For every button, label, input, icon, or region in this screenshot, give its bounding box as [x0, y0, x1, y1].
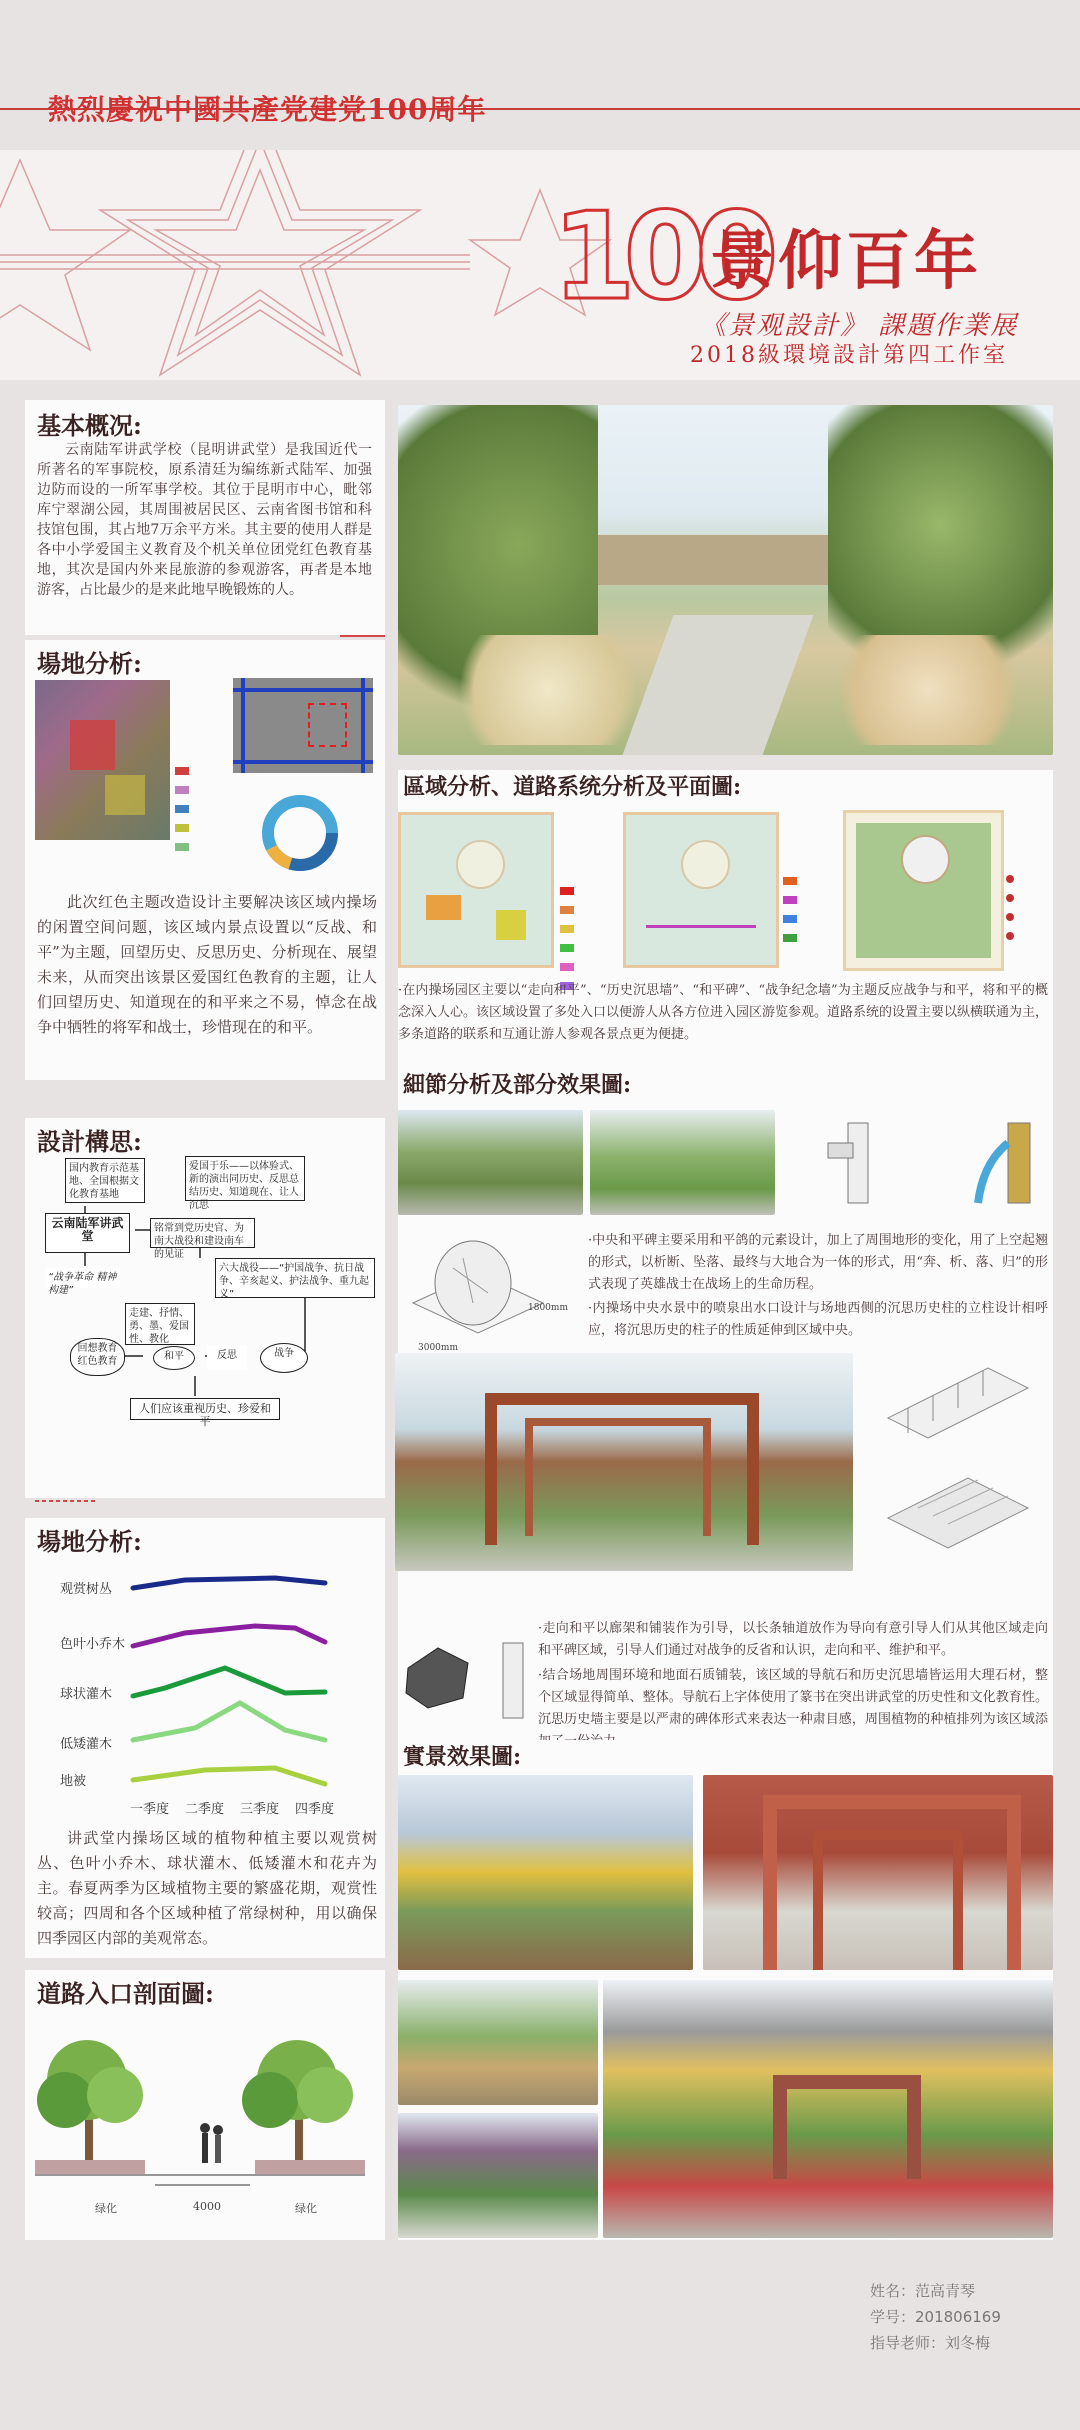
plan-zoning	[398, 812, 554, 968]
site2-panel	[25, 1518, 385, 1958]
footer-name: 姓名：范高青琴	[870, 2282, 976, 2300]
detail-render-1	[398, 1110, 583, 1215]
fountain-model-1	[818, 1113, 898, 1213]
detail-render-2	[590, 1110, 775, 1215]
divider-dashed	[35, 1500, 95, 1502]
section-heading: 道路入口剖面圖:	[37, 1979, 214, 2008]
site-legend	[175, 760, 235, 855]
site1-text: 此次红色主题改造设计主要解决该区域内操场的闲置空间问题，该区域内景点设置以“反战、和平”为主题，回望历史、反思历史、分析现在、展望未来，从而突出该景区爱国红色教育的主题，让人们回望历史、知道现在的和平来之不易，悼念在战争中牺牲的将军和战士，珍惜现在的和平。	[37, 893, 377, 1036]
footer-id: 学号：201806169	[870, 2308, 1001, 2326]
fc-center: 云南陆军讲武堂	[45, 1213, 130, 1253]
subtitle-studio: 2018級環境設計第四工作室	[690, 343, 1008, 368]
section-dim-left: 绿化	[95, 2202, 117, 2215]
footer-teacher: 指导老师：刘冬梅	[870, 2334, 991, 2352]
fc-n3: 铭常到党历史官、为南大战役和建设南车的见证	[150, 1218, 255, 1248]
detail-text-3: ·走向和平以廊架和铺装作为引导，以长条轴道放作为导向有意引导人们从其他区域走向和平碑区域，引导人们通过对战争的反省和认识，走向和平、维护和平。	[538, 1621, 1048, 1658]
effect-heading: 實景效果圖:	[403, 1744, 522, 1770]
corridor-model-2	[878, 1468, 1038, 1558]
effect-panel	[398, 1740, 1053, 2240]
plan-legend-2	[783, 870, 833, 946]
plant-label-0: 观赏树丛	[60, 1582, 113, 1597]
basic-panel	[25, 400, 385, 635]
line-ornamental	[133, 1578, 325, 1588]
quarter-3: 四季度	[295, 1802, 335, 1817]
site-map-aerial	[35, 680, 170, 840]
line-low-shrub	[133, 1703, 325, 1740]
fc-n11: 人们应该重视历史、珍爱和平	[130, 1398, 280, 1420]
zone-panel	[398, 770, 1053, 1070]
hero-render	[398, 405, 1053, 755]
fc-n2: 爱国于乐——以体验式、新的演出同历史、反思总结历史、知道现在、让人沉思	[185, 1156, 305, 1201]
plant-label-3: 低矮灌木	[60, 1737, 113, 1752]
fountain-model-2	[968, 1113, 1048, 1213]
fc-n9: 反思	[207, 1346, 247, 1370]
stone-model	[398, 1638, 478, 1718]
line-ground	[133, 1768, 325, 1784]
basic-heading: 基本概况:	[37, 411, 142, 440]
fc-n6: 走建、抒情、勇、墨、爱国性、教化	[125, 1303, 195, 1345]
site-map-roads	[233, 678, 373, 773]
monument-model	[403, 1223, 553, 1343]
zone-heading: 區域分析、道路系统分析及平面圖:	[403, 774, 742, 800]
effect-render-2	[703, 1775, 1053, 1970]
dim-2: 1800mm	[528, 1303, 568, 1313]
corridor-render	[395, 1353, 853, 1571]
quarter-1: 二季度	[185, 1802, 225, 1817]
zone-text: ·在内操场园区主要以“走向和平”、“历史沉思墙”、“和平碑”、“战争纪念墙”为主题反应战争与和平，将和平的概念深入人心。该区域设置了多处入口以便游人从各方位进入园区游览参观。道路系统的设置主要以纵横联通为主，多条道路的联系和互通让游人参观各景点更为便捷。	[398, 983, 1049, 1042]
design-heading: 設計構思:	[37, 1127, 142, 1156]
quarter-2: 三季度	[240, 1802, 280, 1817]
site2-heading: 場地分析:	[37, 1527, 142, 1556]
basic-text: 云南陆军讲武学校（昆明讲武堂）是我国近代一所著名的军事院校，原系清廷为编练新式陆军、加强边防而设的一所军事学校。其位于昆明市中心，毗邻库宁翠湖公园，其周围被居民区、云南省图书馆和科技馆包围，其占地7万余平方米。其主要的使用人群是各中小学爱国主义教育及个机关单位团党红色教育基地，其次是国内外来昆旅游的参观游客，再者是本地游客，占比最少的是来此地早晚锻炼的人。	[37, 442, 372, 598]
divider	[340, 635, 385, 637]
line-color-tree	[133, 1626, 325, 1646]
plan-roads	[623, 812, 779, 968]
effect-render-4	[398, 2113, 598, 2238]
donut-chart	[255, 788, 345, 878]
fc-n7: 回想教育红色教育	[70, 1338, 125, 1376]
slogan: 熱烈慶祝中國共產党建党100周年	[48, 93, 487, 126]
fc-n10: 战争	[260, 1343, 308, 1373]
section-dim-mid: 4000	[193, 2200, 221, 2213]
page-title: 景仰百年	[710, 224, 982, 299]
quarter-0: 一季度	[130, 1802, 170, 1817]
plant-label-2: 球状灌木	[60, 1687, 113, 1702]
plan-legend-3	[1006, 868, 1046, 944]
detail-text-2: ·内操场中央水景中的喷泉出水口设计与场地西侧的沉思历史柱的立柱设计相呼应，将沉思历史的柱子的性质延伸到区域中央。	[588, 1301, 1048, 1338]
dim-1: 3000mm	[418, 1343, 458, 1353]
plan-legend-1	[560, 880, 610, 994]
subtitle: 《景观設計》 課題作業展	[700, 311, 1019, 341]
section-dim-right: 绿化	[295, 2202, 317, 2215]
effect-render-1	[398, 1775, 693, 1970]
corridor-model-1	[878, 1358, 1038, 1448]
plant-label-4: 地被	[60, 1774, 87, 1789]
effect-render-3	[398, 1980, 598, 2105]
effect-render-5	[603, 1980, 1053, 2238]
plant-season-lines	[25, 1518, 385, 1818]
pillar-model	[488, 1633, 538, 1723]
detail-heading: 細節分析及部分效果圖:	[403, 1072, 632, 1098]
fc-n8: 和平	[153, 1346, 195, 1370]
detail-text-1: ·中央和平碑主要采用和平鸽的元素设计，加上了周围地形的变化，用了上空起翘的形式，以析断、坠落、最终与大地合为一体的形式，用“奔、析、落、归”的形式表现了英雄战士在战场上的生命历程。	[588, 1233, 1048, 1292]
section-panel	[25, 1970, 385, 2240]
fc-n4: 六大战役——“护国战争、抗日战争、辛亥起义、护法战争、重九起义”	[215, 1258, 375, 1298]
fc-n1: 国内教育示范基地、全国根据文化教育基地	[65, 1158, 145, 1203]
plan-master	[843, 810, 1004, 971]
detail-text-4: ·结合场地周围环境和地面石质铺装，该区域的导航石和历史沉思墙皆运用大理石材，整个区域显得简单、整体。导航石上字体使用了篆书在突出讲武堂的历史性和文化教育性。沉思历史墙主要是以严肃的碑体形式来表达一种肃目感，周围植物的种植排列为该区域添	[538, 1668, 1048, 1727]
design-panel	[25, 1118, 385, 1498]
site2-text: 讲武堂内操场区域的植物种植主要以观赏树丛、色叶小乔木、球状灌木、低矮灌木和花卉为主。春夏两季为区域植物主要的繁盛花期，观赏性较高；四周和各个区域种植了常绿树种，用以确保四季园区内部的美观常态。	[37, 1829, 377, 1947]
site1-heading: 場地分析:	[37, 649, 142, 678]
detail-panel	[398, 1068, 1053, 1748]
line-ball-shrub	[133, 1668, 325, 1696]
big-100: 100	[552, 188, 767, 327]
plant-label-1: 色叶小乔木	[60, 1637, 126, 1652]
site1-panel	[25, 640, 385, 1080]
fc-n5: “战争革命 精神构建”	[45, 1268, 120, 1288]
